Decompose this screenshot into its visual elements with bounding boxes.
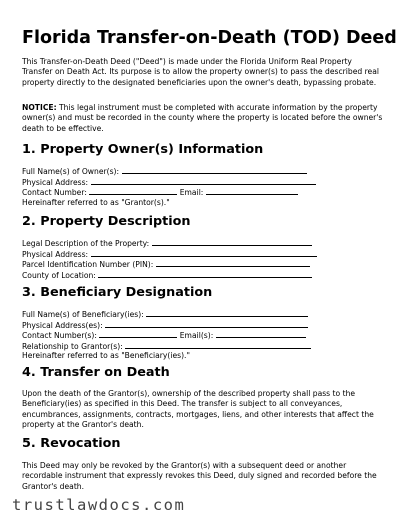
section-1-heading: 1. Property Owner(s) Information (22, 142, 264, 157)
owner-email-field[interactable] (206, 187, 298, 195)
county-field[interactable] (98, 270, 312, 278)
document-title: Florida Transfer-on-Death (TOD) Deed (22, 28, 397, 48)
owner-address-label: Physical Address: (22, 177, 89, 187)
parcel-id-label: Parcel Identification Number (PIN): (22, 260, 154, 270)
beneficiary-names-field[interactable] (146, 309, 308, 317)
owner-address-field[interactable] (91, 177, 316, 185)
revocation-text: This Deed may only be revoked by the Grantor(s) with a subsequent deed or another recordable instrument that expressly revokes this Deed, duly signed and recorded before the Grantor's death. (22, 461, 377, 491)
beneficiary-address-field[interactable] (105, 320, 308, 328)
beneficiary-email-label: Email(s): (179, 331, 214, 341)
beneficiary-contact-label: Contact Number(s): (22, 331, 97, 341)
beneficiary-contact-field[interactable] (99, 330, 177, 338)
property-address-label: Physical Address: (22, 249, 89, 259)
section-3-fields (22, 309, 384, 361)
relationship-field[interactable] (125, 341, 311, 349)
section-2-fields (22, 238, 384, 280)
parcel-id-field[interactable] (156, 259, 310, 267)
section-4-heading: 4. Transfer on Death (22, 365, 170, 380)
beneficiary-reference: Hereinafter referred to as "Beneficiary(ies)." (22, 351, 190, 361)
beneficiary-address-label: Physical Address(es): (22, 320, 103, 330)
owner-names-label: Full Name(s) of Owner(s): (22, 167, 120, 176)
notice-label: NOTICE: (22, 103, 57, 112)
section-1-fields (22, 166, 384, 207)
legal-description-field[interactable] (152, 238, 312, 246)
footer-watermark: trustlawdocs.com (12, 496, 186, 514)
county-label: County of Location: (22, 270, 96, 280)
transfer-text: Upon the death of the Grantor(s), ownership of the described property shall pass to the Beneficiary(ies) as specified in this Deed. The transfer is subject to all conveyances, encumbrances, assignments, contracts, mortgages, liens, and other interests that affect the property at the Grantor's death. (22, 389, 374, 429)
owner-contact-field[interactable] (89, 187, 177, 195)
legal-description-label: Legal Description of the Property: (22, 239, 150, 248)
property-address-field[interactable] (91, 249, 317, 257)
relationship-label: Relationship to Grantor(s): (22, 341, 123, 351)
section-4-body (22, 389, 384, 430)
section-2-heading: 2. Property Description (22, 214, 191, 229)
intro-text: This Transfer-on-Death Deed ("Deed") is made under the Florida Uniform Real Property Transfer on Death Act. Its purpose is to allow the property owner(s) to pass the described real property directly to the designated beneficiaries upon the owner's death, bypassing probate. (22, 57, 379, 87)
grantor-reference: Hereinafter referred to as "Grantor(s)." (22, 197, 170, 207)
notice-text: This legal instrument must be completed with accurate information by the property owner(s) and must be recorded in the county where the property is located before the owner's death to be effective. (22, 103, 383, 133)
owner-names-field[interactable] (122, 166, 307, 174)
beneficiary-names-label: Full Name(s) of Beneficiary(ies): (22, 310, 144, 319)
section-5-body (22, 461, 384, 492)
notice-paragraph (22, 103, 384, 134)
intro-paragraph (22, 57, 384, 88)
beneficiary-email-field[interactable] (216, 330, 306, 338)
section-3-heading: 3. Beneficiary Designation (22, 285, 213, 300)
section-5-heading: 5. Revocation (22, 436, 121, 451)
owner-email-label: Email: (179, 188, 204, 198)
owner-contact-label: Contact Number: (22, 188, 87, 198)
